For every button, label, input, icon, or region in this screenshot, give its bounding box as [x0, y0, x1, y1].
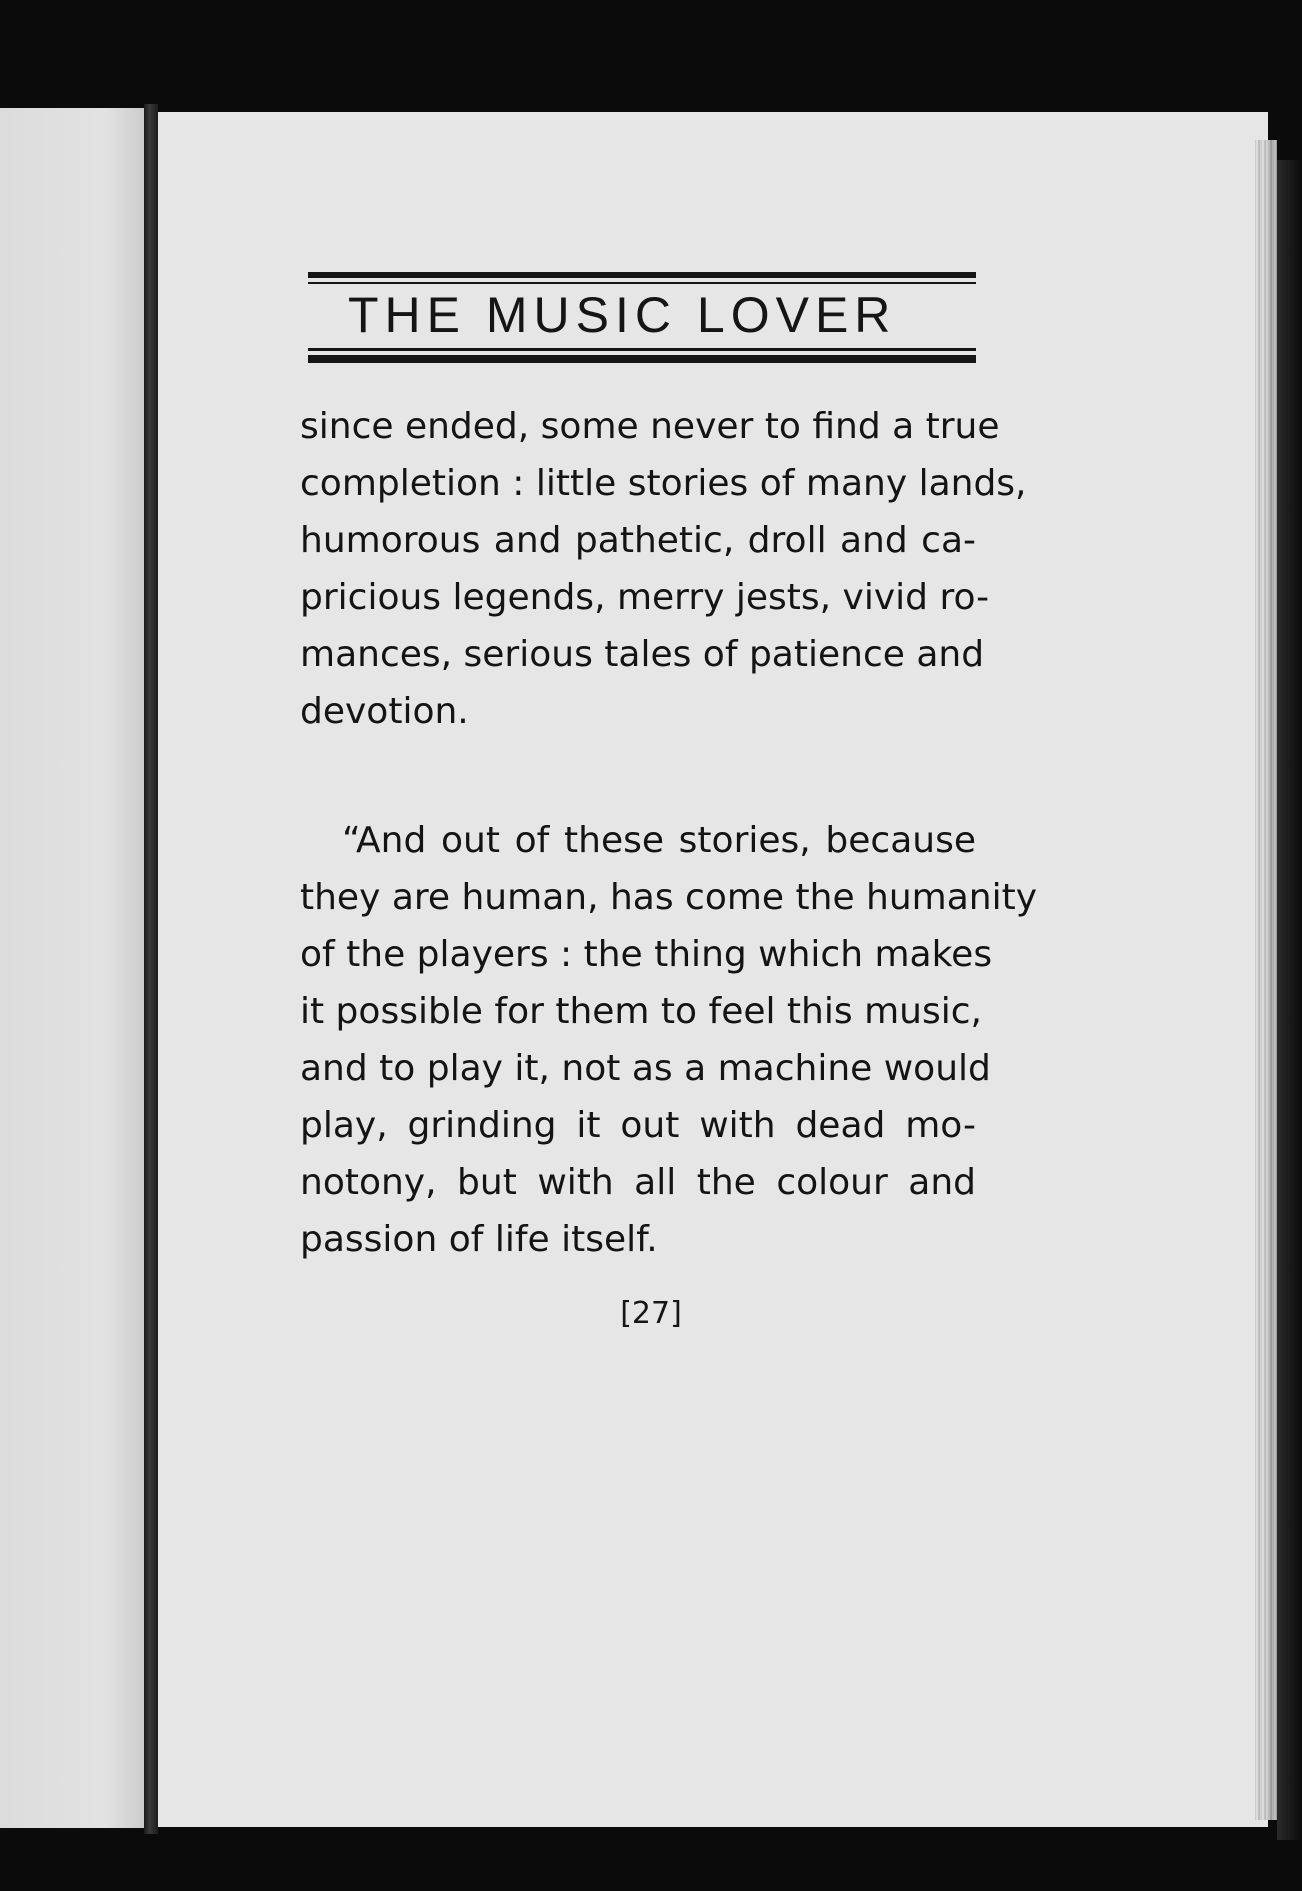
text-line: they are human, has come the humanity	[300, 877, 1038, 918]
text-line: mances, serious tales of patience and	[300, 634, 985, 675]
header-rule-top-thin	[308, 282, 976, 284]
text-line: play, grinding it out with dead mo-	[300, 1105, 976, 1146]
book-gutter	[144, 104, 158, 1834]
text-line: “And out of these stories, because	[342, 820, 976, 861]
text-line: notony, but with all the colour and	[300, 1162, 976, 1203]
text-line: devotion.	[300, 691, 469, 732]
running-title: THE MUSIC LOVER	[348, 287, 897, 343]
paragraph-2	[300, 812, 1038, 1268]
paragraph-1	[300, 398, 1027, 740]
header-rule-top	[308, 272, 976, 278]
running-header	[308, 272, 976, 368]
text-line: completion : little stories of many lands,	[300, 463, 1027, 504]
header-rule-bottom-thin	[308, 348, 976, 351]
text-line: and to play it, not as a machine would	[300, 1048, 991, 1089]
page-number: [27]	[620, 1296, 682, 1331]
scan-border	[1277, 160, 1302, 1840]
text-line: humorous and pathetic, droll and ca-	[300, 520, 976, 561]
text-line: pricious legends, merry jests, vivid ro-	[300, 577, 990, 618]
header-rule-bottom	[308, 355, 976, 363]
text-line: it possible for them to feel this music,	[300, 991, 982, 1032]
left-page-edge	[0, 108, 150, 1828]
text-line: passion of life itself.	[300, 1219, 658, 1260]
text-line: of the players : the thing which makes	[300, 934, 993, 975]
page-edges	[1255, 140, 1277, 1820]
text-line: since ended, some never to find a true	[300, 406, 1000, 447]
